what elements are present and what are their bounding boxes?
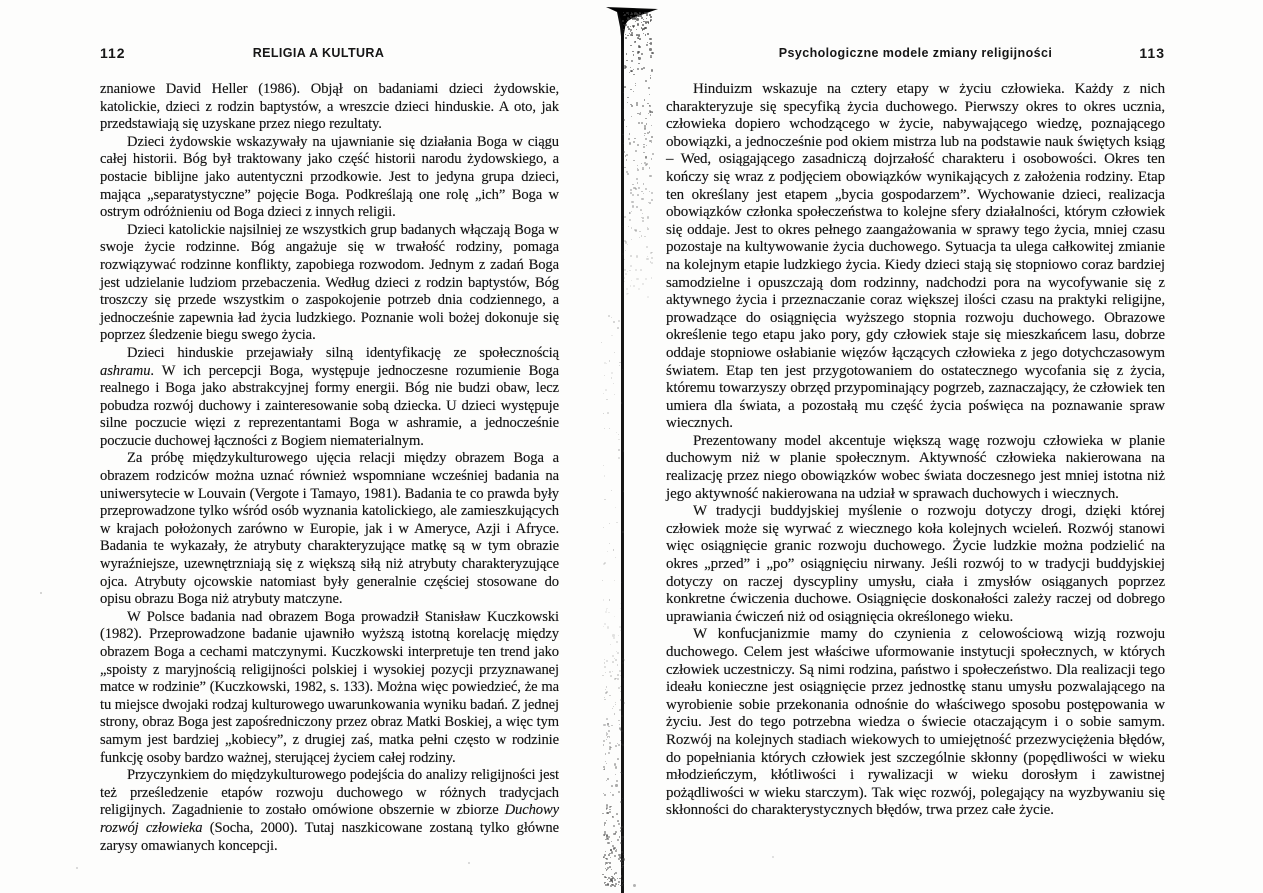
text-run: znaniowe David Heller (1986). Objął on badaniami dzieci żydowskie, katolickie, dzieci z rodzin baptystów, a wreszcie dzieci hinduskie. A oto, jak przedstawiają się uzyskane przez niego rezultaty. — [100, 81, 559, 133]
text-run: Za próbę międzykulturowego ujęcia relacji między obrazem Boga a obrazem rodziców można uznać również wspomniane wcześniej badania na uniwersytecie w Louvain (Vergote i Tamayo, 1981). Badania te co prawda były przeprowadzone tylko wśród osób wyznania katolickiego, ale zamieszkujących w krajach położonych zarówno w Europie, jak i w Ameryce, Azji i Afryce. Badania te wykazały, że atrybuty charakteryzujące matkę są w tym obrazie wyraźniejsze, uzewnętrzniają się z większą siłą niż atrybuty charakteryzujące ojca. Atrybuty ojcowskie natomiast były generalnie częściej stosowane do opisu obrazu Boga niż atrybuty matczyne. — [100, 450, 559, 608]
left-page-header — [100, 45, 559, 63]
paragraph — [666, 433, 1165, 503]
left-page — [100, 45, 560, 854]
left-page-text — [100, 81, 559, 855]
italic-phrase: Duchowy rozwój człowieka — [100, 802, 559, 836]
paragraph — [100, 345, 559, 451]
paragraph — [100, 609, 559, 767]
text-run: W tradycji buddyjskiej myślenie o rozwoju dotyczy drogi, dzięki której człowiek może się wyrwać z wiecznego koła kolejnych wcieleń. Rozwój stanowi więc osiągnięcie granic rozwoju duchowego. Życie ludzkie można podzielić na okres „przed” i „po” osiągnięciu nirwany. Jeśli rozwój to w tradycji buddyjskiej dotyczy on raczej dyscypliny umysłu, ciała i zmysłów osiąganych poprzez konkretne ćwiczenia duchowe. Osiągnięcie doskonałości zależy raczej od dobrego uprawiania ćwiczeń niż od osiągnięcia określonego wieku. — [666, 503, 1165, 625]
text-run: W Polsce badania nad obrazem Boga prowadził Stanisław Kuczkowski (1982). Przeprowadzone badanie ujawniło wyższą istotną korelację między obrazem Boga a cechami matczynymi. Kuczkowski interpretuje ten trend jako „spoisty z maryjnością religijności polskiej i wysokiej pozycji przyznawanej matce w rodzinie” (Kuczkowski, 1982, s. 133). Można więc powiedzieć, że ma tu miejsce dwojaki rodzaj kulturowego uwarunkowania wyniku badań. Z jednej strony, obraz Boga jest zapośredniczony przez obraz Matki Boskiej, a więc tym samym jest bardziej „kobiecy”, z drugiej zaś, matka pełni często w rodzinie funkcję osoby bardzo ważnej, sterującej życiem całej rodziny. — [100, 608, 559, 766]
right-page — [666, 45, 1165, 819]
right-page-header — [666, 45, 1165, 63]
page-number-left: 112 — [100, 45, 126, 61]
text-run: Hinduizm wskazuje na cztery etapy w życiu człowieka. Każdy z nich charakteryzuje się specyfiką życia duchowego. Pierwszy okres to okres ucznia, człowieka dopiero wchodzącego w życie, nabywającego wiedzę, poznającego obowiązki, a jednocześnie pod okiem mistrza lub na podstawie nauk świętych ksiąg – Wed, osiągającego zasadniczą dojrzałość charakteru i osobowości. Okres ten kończy się wraz z podjęciem obowiązków wynikających z założenia rodziny. Etap ten określany jest etapem „bycia gospodarzem”. Wychowanie dzieci, realizacja obowiązków członka społeczeństwa to kolejne sfery działalności, którym człowiek się oddaje. Jest to okres pełnego zaangażowania w sprawy tego życia, mniej czasu pozostaje na kultywowanie życia duchowego. Sytuacja ta ulega całkowitej zmianie na kolejnym etapie ludzkiego życia. Kiedy dzieci stają się stopniowo coraz bardziej samodzielne i opuszczają dom rodzinny, nadchodzi pora na wycofywanie się z aktywnego życia i przeznaczanie coraz większej ilości czasu na praktyki religijne, prowadzące do osiągnięcia wyższego stopnia rozwoju duchowego. Obrazowe określenie tego etapu jako pory, gdy człowiek staje się mieszkańcem lasu, dobrze oddaje stopniowe osłabianie więzów łączących człowieka z jego dotychczasowym światem. Etap ten jest przygotowaniem do ostatecznego wycofania się z życia, któremu towarzyszy obrzęd przypominający pogrzeb, zaznaczający, że człowiek ten umiera dla świata, a pozostałą mu część życia poświęca na poznawanie spraw wiecznych. — [666, 81, 1165, 432]
text-run: Przyczynkiem do międzykulturowego podejścia do analizy religijności jest też prześledzenie etapów rozwoju duchowego w różnych tradycjach religijnych. Zagadnienie to zostało omówione obszernie w zbiorze — [100, 767, 559, 819]
text-run: . W ich percepcji Boga, występuje jednoczesne rozumienie Boga realnego i Boga jako abstrakcyjnej formy energii. Bóg nie budzi obaw, lecz pobudza rozwój duchowy i zainteresowanie sobą dziecka. U dzieci występuje silne poczucie więzi z reprezentantami Boga w ashramie, a jednocześnie poczucie duchowej łączności z Bogiem niematerialnym. — [100, 362, 559, 449]
text-run: W konfucjanizmie mamy do czynienia z celowościową wizją rozwoju duchowego. Celem jest właściwe uformowanie instytucji społecznych, w których człowiek uczestniczy. Są nimi rodzina, państwo i społeczeństwo. Dla realizacji tego ideału konieczne jest osiągnięcie przez jednostkę stanu umysłu pozwalającego na wyrobienie sobie przekonania odnośnie do właściwego sposobu postępowania w życiu. Jest do tego potrzebna wiedza o świecie otaczającym i o sobie samym. Rozwój na kolejnych stadiach wiekowych to umiejętność przezwyciężenia błędów, do popełniania których człowiek jest szczególnie skłonny (popędliwości w wieku młodzieńczym, kłótliwości i rywalizacji w wieku dorosłym i zawistnej pożądliwości w wieku starczym). Tak więc rozwój, polegający na wyzbywaniu się skłonności do charakterystycznych błędów, trwa przez całe życie. — [666, 626, 1165, 819]
right-page-text — [666, 81, 1165, 820]
text-run: Dzieci hinduskie przejawiały silną identyfikację ze społecznością — [127, 344, 559, 361]
paragraph — [666, 626, 1165, 820]
running-head-right: Psychologiczne modele zmiany religijności — [778, 46, 1053, 60]
page-number-right: 113 — [1139, 45, 1165, 61]
text-run: (Socha, 2000). Tutaj naszkicowane zostaną tylko główne zarysy omawianych koncepcji. — [100, 819, 560, 854]
paragraph — [100, 134, 559, 222]
gutter-shadow-line — [621, 26, 624, 893]
paragraph — [666, 503, 1165, 626]
text-run: Dzieci żydowskie wskazywały na ujawnianie się działania Boga w ciągu całej historii. Bóg był traktowany jako część historii narodu żydowskiego, a postacie biblijne jako autentyczni przodkowie. Jest to jedyna grupa dzieci, mająca „separatystyczne” pojęcie Boga. Podkreślają one rolę „ich” Boga w ostrym odróżnieniu od Boga dzieci z innych religii. — [100, 133, 559, 221]
paragraph — [100, 450, 559, 608]
text-run: Dzieci katolickie najsilniej ze wszystkich grup badanych włączają Boga w swoje życie rodzinne. Bóg angażuje się w trwałość rodziny, pomaga rozwiązywać rodzinne konflikty, zapobiega rozwodom. Jednym z zadań Boga jest udzielanie ludziom przebaczenia. Według dzieci z rodzin baptystów, Bóg troszczy się przede wszystkim o zaspokojenie potrzeb dnia codziennego, a jednocześnie zapewnia ład życia ludzkiego. Poznanie woli bożej dokonuje się poprzez śledzenie biegu swego życia. — [100, 221, 559, 344]
gutter-shadow-wedge — [596, 0, 666, 70]
paragraph — [100, 767, 559, 855]
text-run: Prezentowany model akcentuje większą wagę rozwoju człowieka w planie duchowym niż w planie społecznym. Aktywność człowieka nakierowana na realizację przez niego obowiązków wobec świata doczesnego jest mniej istotna niż jego aktywność nakierowana na udział w sprawach duchowych i wiecznych. — [666, 432, 1165, 502]
paragraph — [100, 81, 559, 134]
paragraph — [666, 81, 1165, 433]
running-head-left: RELIGIA A KULTURA — [252, 46, 385, 60]
paragraph — [100, 222, 559, 345]
italic-phrase: ashramu — [100, 362, 151, 379]
